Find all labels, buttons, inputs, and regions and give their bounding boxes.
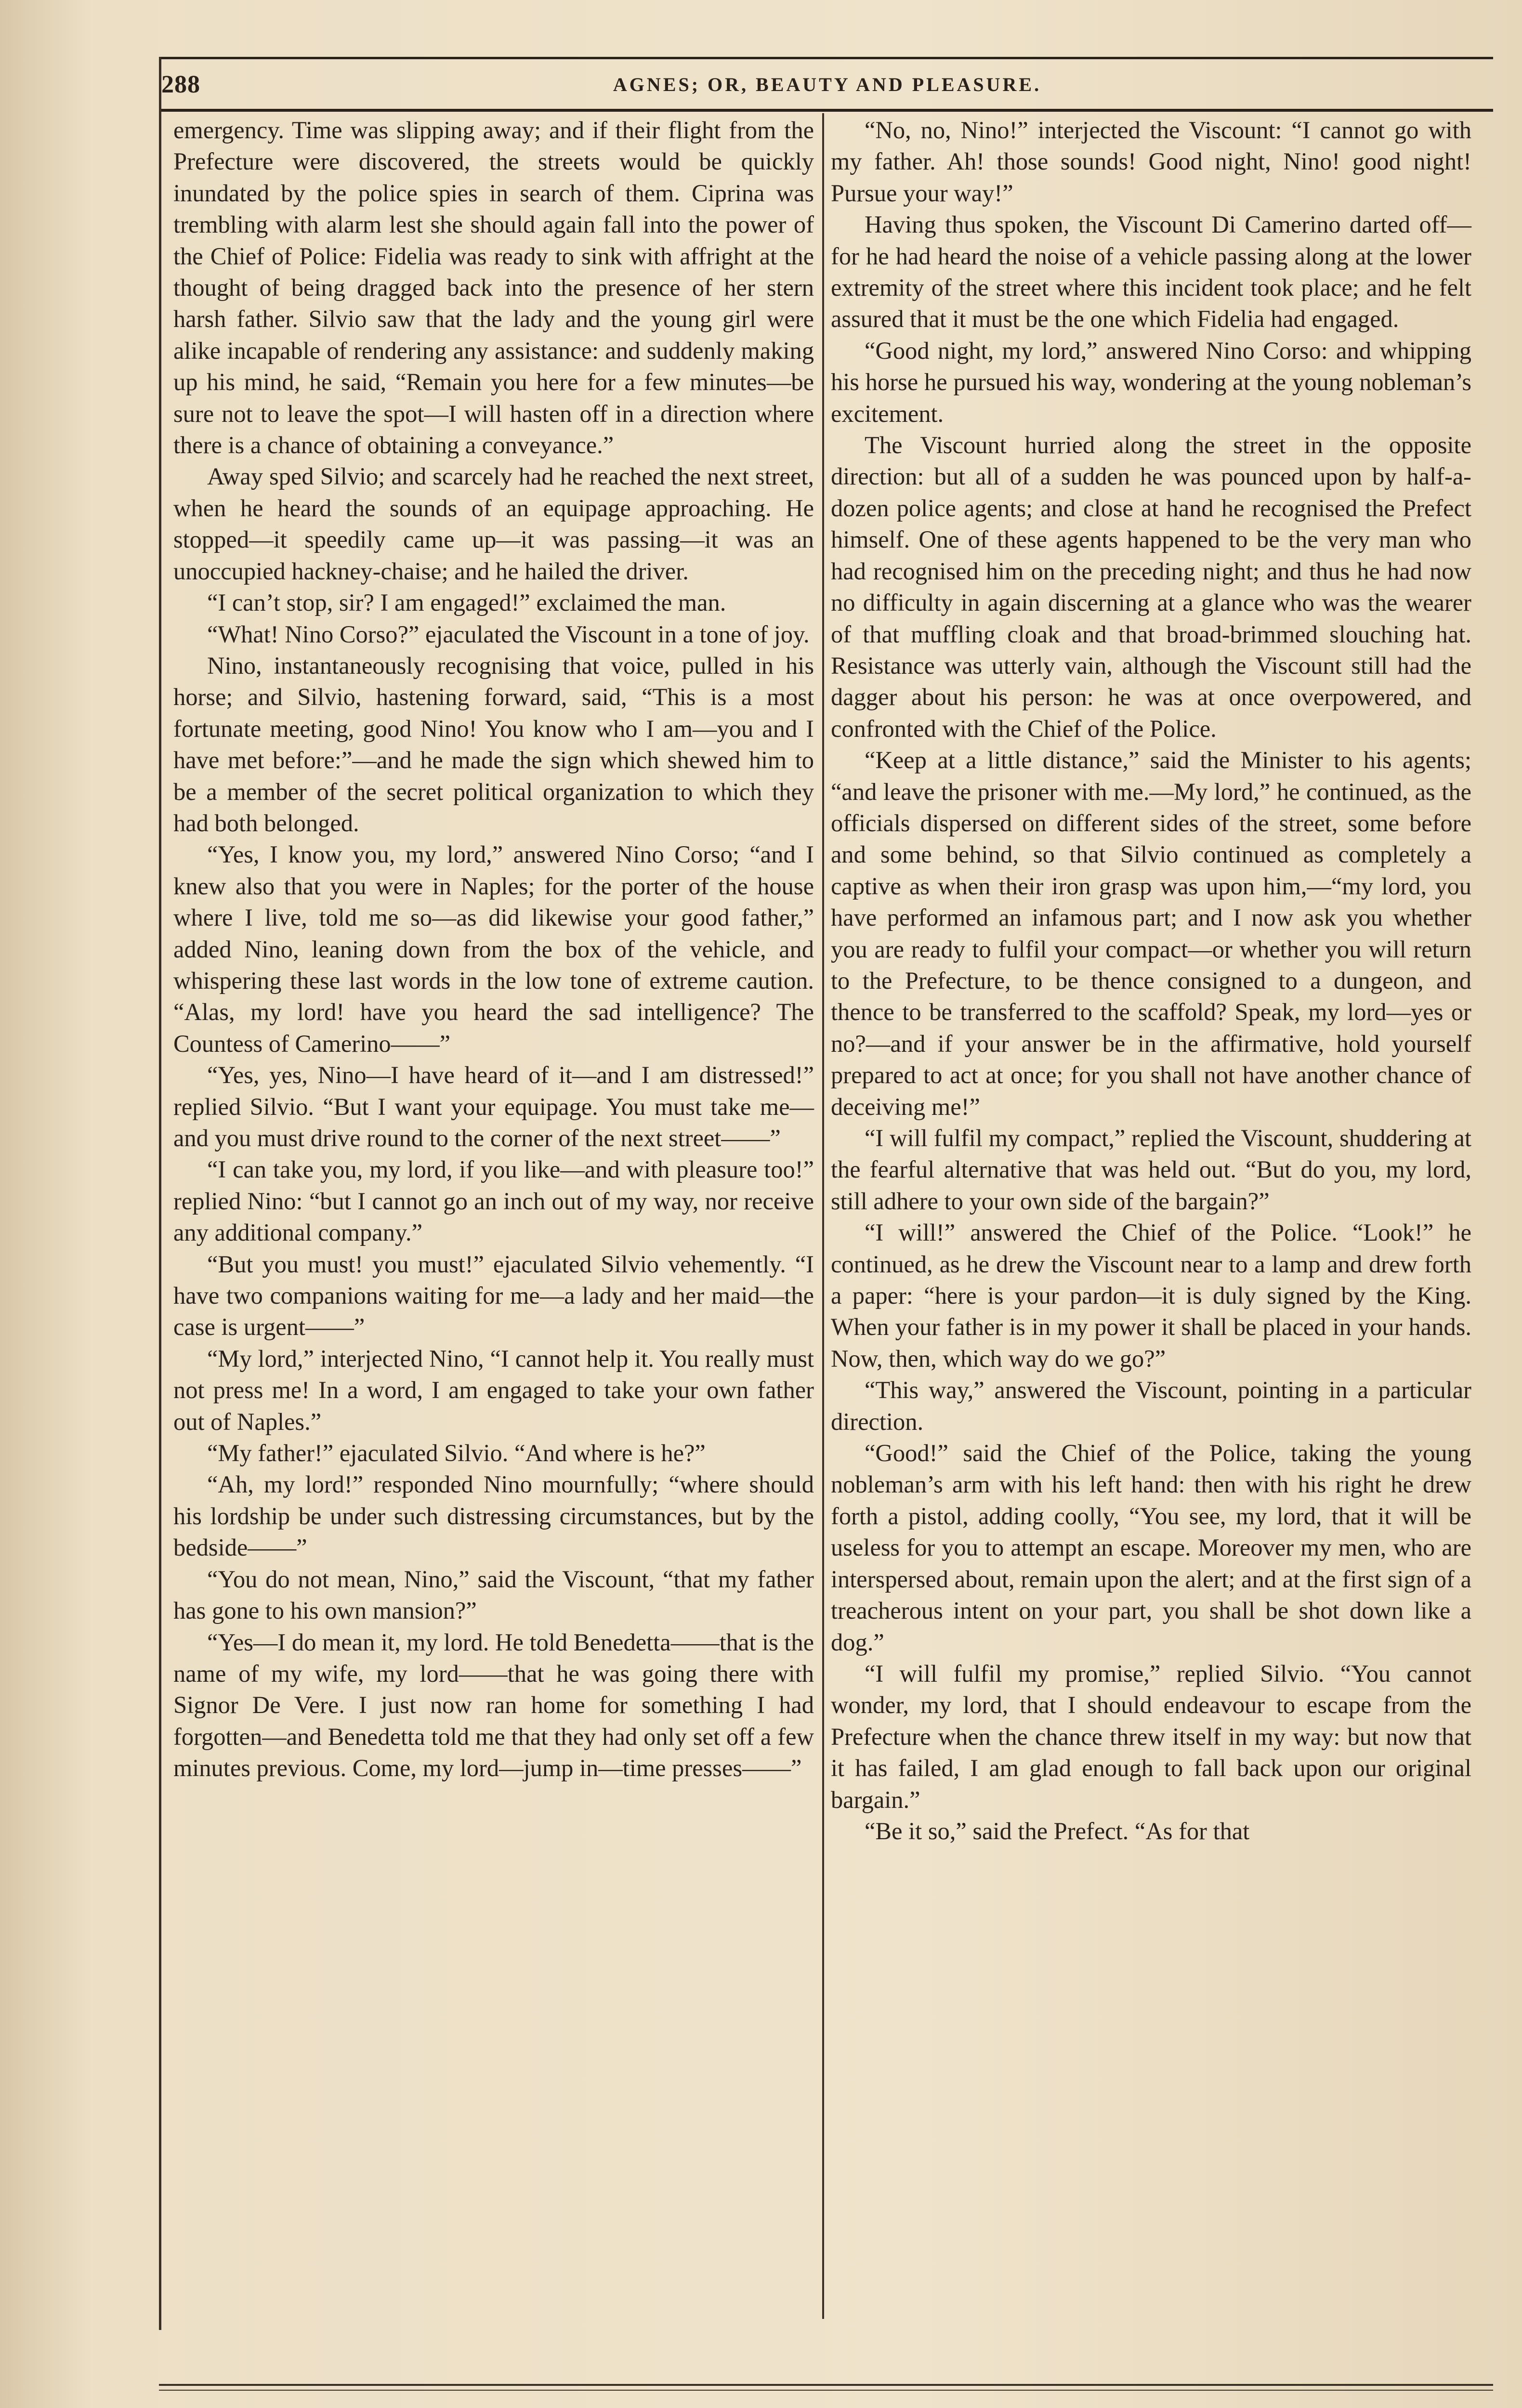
left-margin-rule	[159, 57, 161, 2330]
footer-rule	[159, 2384, 1493, 2386]
column-divider	[822, 113, 824, 2319]
paragraph: “I will!” answered the Chief of the Police. “Look!” he continued, as he drew the Viscount near to a lamp and drew forth a paper: “here is your pardon—it is duly signed by the King. When your father is in my power it shall be placed in your hands. Now, then, which way do we go?”	[831, 1219, 1471, 1372]
paragraph: “This way,” answered the Viscount, pointing in a particular direction.	[831, 1376, 1471, 1435]
paragraph: emergency. Time was slipping away; and if their flight from the Prefecture were discovered, the streets would be quickly inundated by the police spies in search of them. Ciprina was trembling with alarm lest she should again fall into the power of the Chief of Police: Fidelia was ready to sink with affright at the thought of being dragged back into the presence of her stern harsh father. Silvio saw that the lady and the young girl were alike incapable of rendering any assistance: and suddenly making up his mind, he said, “Remain you here for a few minutes—be sure not to leave the spot—I will hasten off in a direction where there is a chance of obtaining a conveyance.”	[173, 117, 814, 459]
paragraph: “Good night, my lord,” answered Nino Corso: and whipping his horse he pursued his way, wondering at the young nobleman’s excitement.	[831, 337, 1471, 427]
paragraph: “Yes, yes, Nino—I have heard of it—and I am distressed!” replied Silvio. “But I want your equipage. You must take me—and you must drive round to the corner of the next street——”	[173, 1061, 814, 1152]
footer-rule-thin	[159, 2390, 1493, 2391]
paragraph: “Good!” said the Chief of the Police, taking the young nobleman’s arm with his left hand: then with his right he drew forth a pistol, adding coolly, “You see, my lord, that it will be useless for you to attempt an escape. Moreover my men, who are interspersed about, remain upon the alert; and at the first sign of a treacherous intent on your part, you shall be shot down like a dog.”	[831, 1440, 1471, 1656]
page-header	[161, 62, 1493, 107]
paragraph: “I can take you, my lord, if you like—and with pleasure too!” replied Nino: “but I cannot go an inch out of my way, nor receive any additional company.”	[173, 1156, 814, 1246]
paragraph: “Be it so,” said the Prefect. “As for that	[865, 1817, 1250, 1845]
page-number: 288	[161, 71, 200, 98]
paragraph: “Yes—I do mean it, my lord. He told Benedetta——that is the name of my wife, my lord——that he was going there with Signor De Vere. I just now ran home for something I had forgotten—and Benedetta told me that they had only set off a few minutes previous. Come, my lord—jump in—time presses——”	[173, 1628, 814, 1782]
paragraph: “Ah, my lord!” responded Nino mournfully; “where should his lordship be under such distressing circumstances, but by the bedside——”	[173, 1471, 814, 1561]
paragraph: The Viscount hurried along the street in the opposite direction: but all of a sudden he was pounced upon by half-a-dozen police agents; and close at hand he recognised the Prefect himself. One of these agents happened to be the very man who had recognised him on the preceding night; and thus he had now no difficulty in again discerning at a glance who was the wearer of that muffling cloak and that broad-brimmed slouching hat. Resistance was utterly vain, although the Viscount still had the dagger about his person: he was at once overpowered, and confronted with the Chief of the Police.	[831, 432, 1471, 742]
paragraph: “I can’t stop, sir? I am engaged!” exclaimed the man.	[207, 589, 726, 616]
paragraph: “Keep at a little distance,” said the Minister to his agents; “and leave the prisoner with me.—My lord,” he continued, as the officials dispersed on different sides of the street, some before and some behind, so that Silvio continued as completely a captive as when their iron grasp was upon him,—“my lord, you have performed an infamous part; and I now ask you whether you are ready to fulfil your compact—or whether you will return to the Prefecture, to be thence consigned to a dungeon, and thence to be transferred to the scaffold? Speak, my lord—yes or no?—and if your answer be in the affirmative, hold yourself prepared to act at once; for you shall not have another chance of deceiving me!”	[831, 746, 1471, 1120]
paragraph: “I will fulfil my compact,” replied the Viscount, shuddering at the fearful alternative that was held out. “But do you, my lord, still adhere to your own side of the bargain?”	[831, 1125, 1471, 1215]
paragraph: Away sped Silvio; and scarcely had he reached the next street, when he heard the sounds of an equipage approaching. He stopped—it speedily came up—it was passing—it was an unoccupied hackney-chaise; and he hailed the driver.	[173, 463, 814, 585]
paragraph: “What! Nino Corso?” ejaculated the Viscount in a tone of joy.	[207, 620, 810, 648]
running-title: AGNES; OR, BEAUTY AND PLEASURE.	[613, 74, 1042, 95]
paragraph: Nino, instantaneously recognising that voice, pulled in his horse; and Silvio, hastening forward, said, “This is a most fortunate meeting, good Nino! You know who I am—you and I have met before:”—and he made the sign which shewed him to be a member of the secret political organization to which they had both belonged.	[173, 652, 814, 837]
paragraph: Having thus spoken, the Viscount Di Camerino darted off—for he had heard the noise of a vehicle passing along at the lower extremity of the street where this incident took place; and he felt assured that it must be the one which Fidelia had engaged.	[831, 211, 1471, 333]
text-column-left	[173, 115, 814, 1784]
paragraph: “I will fulfil my promise,” replied Silvio. “You cannot wonder, my lord, that I should endeavour to escape from the Prefecture when the chance threw itself in my way: but now that it has failed, I am glad enough to fall back upon our original bargain.”	[831, 1660, 1471, 1813]
paragraph: “Yes, I know you, my lord,” answered Nino Corso; “and I knew also that you were in Naples; for the porter of the house where I live, told me so—as did likewise your good father,” added Nino, leaning down from the box of the vehicle, and whispering these last words in the low tone of extreme caution. “Alas, my lord! have you heard the sad intelligence? The Countess of Camerino——”	[173, 841, 814, 1057]
paragraph: “No, no, Nino!” interjected the Viscount: “I cannot go with my father. Ah! those sounds! Good night, Nino! good night! Pursue your way!”	[831, 117, 1471, 207]
header-bottom-rule	[161, 109, 1493, 112]
paragraph: “You do not mean, Nino,” said the Viscount, “that my father has gone to his own mansion?”	[173, 1565, 814, 1624]
paragraph: “My father!” ejaculated Silvio. “And where is he?”	[207, 1440, 706, 1467]
text-column-right	[831, 115, 1471, 1847]
paragraph: “My lord,” interjected Nino, “I cannot help it. You really must not press me! In a word, I am engaged to take your own father out of Naples.”	[173, 1345, 814, 1435]
paragraph: “But you must! you must!” ejaculated Silvio vehemently. “I have two companions waiting for me—a lady and her maid—the case is urgent——”	[173, 1250, 814, 1341]
header-top-rule	[161, 57, 1493, 59]
